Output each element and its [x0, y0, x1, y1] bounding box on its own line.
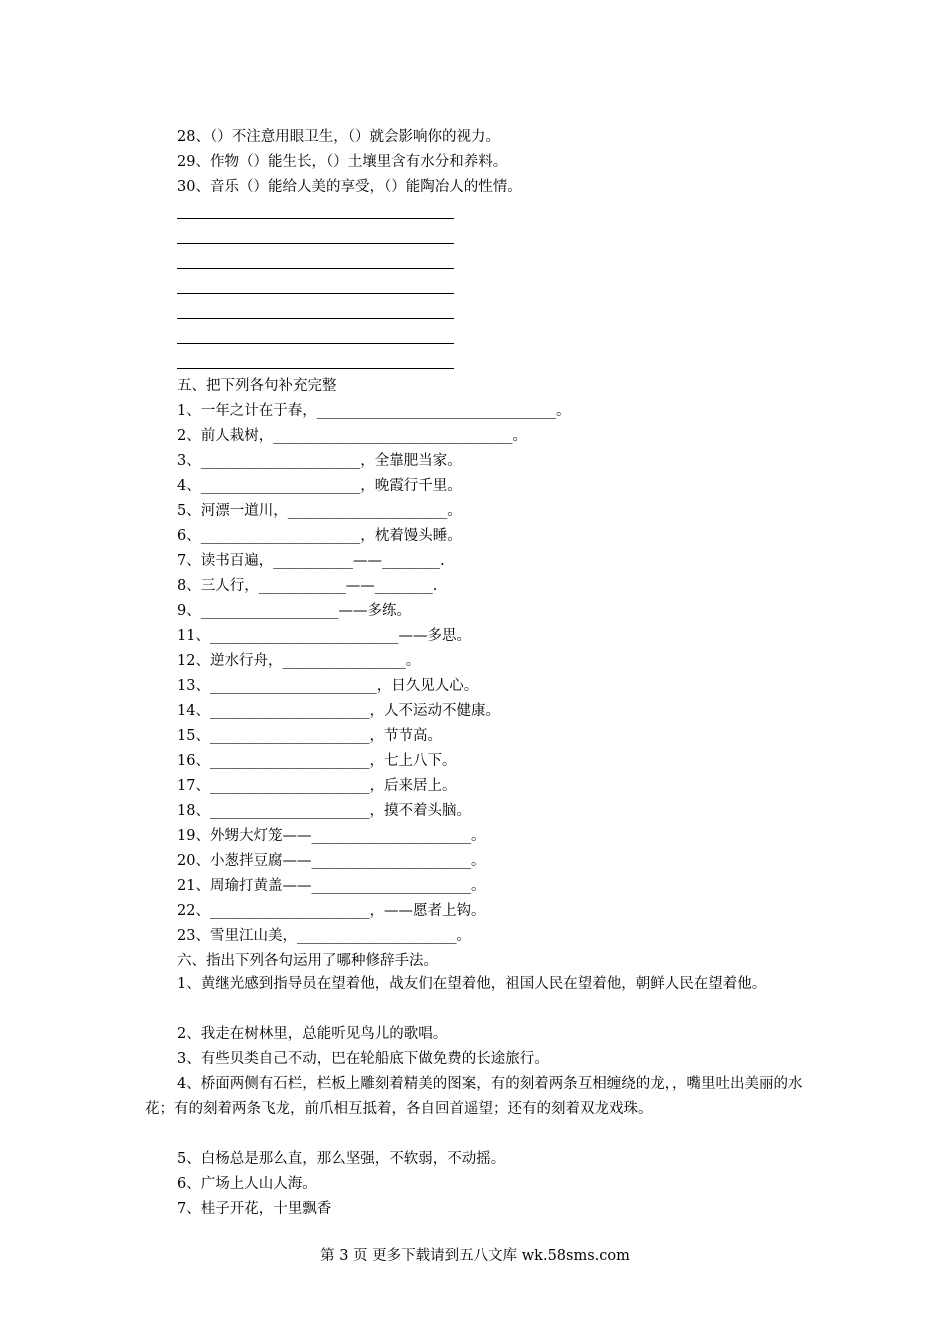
answer-line [177, 318, 454, 319]
section-5-item: 2、前人栽树，_________________________________。 [177, 428, 527, 444]
section-5-item: 5、河漂一道川，______________________。 [177, 503, 462, 519]
section-5-item: 18、______________________，摸不着头脑。 [177, 803, 471, 819]
section-6-item: 7、桂子开花，十里飘香 [177, 1201, 332, 1217]
section-5-item: 17、______________________，后来居上。 [177, 778, 457, 794]
section-5-item: 11、__________________________——多思。 [177, 628, 471, 644]
section-5-item: 21、周瑜打黄盖——______________________。 [177, 878, 486, 894]
answer-line [177, 293, 454, 294]
section-5-item: 7、读书百遍，___________——________. [177, 553, 445, 569]
question-28: 28、（）不注意用眼卫生，（）就会影响你的视力。 [177, 129, 500, 145]
section-6-item: 6、广场上人山人海。 [177, 1176, 317, 1192]
section-5-item: 8、三人行，____________——________. [177, 578, 438, 594]
question-30: 30、音乐（）能给人美的享受，（）能陶冶人的性情。 [177, 179, 522, 195]
answer-line [177, 218, 454, 219]
answer-line [177, 343, 454, 344]
section-5-item: 22、______________________，——愿者上钩。 [177, 903, 486, 919]
section-5-item: 14、______________________，人不运动不健康。 [177, 703, 500, 719]
section-5-item: 13、_______________________，日久见人心。 [177, 678, 479, 694]
section-5-heading: 五、把下列各句补充完整 [177, 378, 337, 394]
section-6-item: 4、桥面两侧有石栏，栏板上雕刻着精美的图案，有的刻着两条互相缠绕的龙，，嘴里吐出美丽的水花；有的刻着两条飞龙，前爪相互抵着，各自回首遥望；还有的刻着双龙戏珠。 [145, 1076, 803, 1117]
section-5-item: 19、外甥大灯笼——______________________。 [177, 828, 486, 844]
section-5-item: 9、___________________——多练。 [177, 603, 411, 619]
page-footer: 第 3 页 更多下载请到五八文库 wk.58sms.com [320, 1248, 630, 1264]
section-5-item: 1、一年之计在于春，_________________________________。 [177, 403, 571, 419]
section-5-item: 12、逆水行舟，_________________。 [177, 653, 421, 669]
question-29: 29、作物（）能生长，（）土壤里含有水分和养料。 [177, 154, 508, 170]
answer-line [177, 268, 454, 269]
section-5-item: 3、______________________，全靠肥当家。 [177, 453, 462, 469]
section-5-item: 4、______________________，晚霞行千里。 [177, 478, 462, 494]
section-5-item: 20、小葱拌豆腐——______________________。 [177, 853, 486, 869]
section-6-item: 5、白杨总是那么直，那么坚强，不软弱，不动摇。 [177, 1151, 506, 1167]
section-6-item: 1、黄继光感到指导员在望着他，战友们在望着他，祖国人民在望着他，朝鲜人民在望着他。 [177, 976, 767, 992]
section-5-item: 23、雪里江山美，______________________。 [177, 928, 471, 944]
section-6-item: 3、有些贝类自己不动，巴在轮船底下做免费的长途旅行。 [177, 1051, 549, 1067]
answer-line [177, 368, 454, 369]
section-5-item: 16、______________________，七上八下。 [177, 753, 457, 769]
section-6-item: 2、我走在树林里，总能听见鸟儿的歌唱。 [177, 1026, 448, 1042]
answer-line [177, 243, 454, 244]
section-5-item: 6、______________________，枕着馒头睡。 [177, 528, 462, 544]
section-6-heading: 六、指出下列各句运用了哪种修辞手法。 [177, 953, 438, 969]
section-5-item: 15、______________________，节节高。 [177, 728, 442, 744]
